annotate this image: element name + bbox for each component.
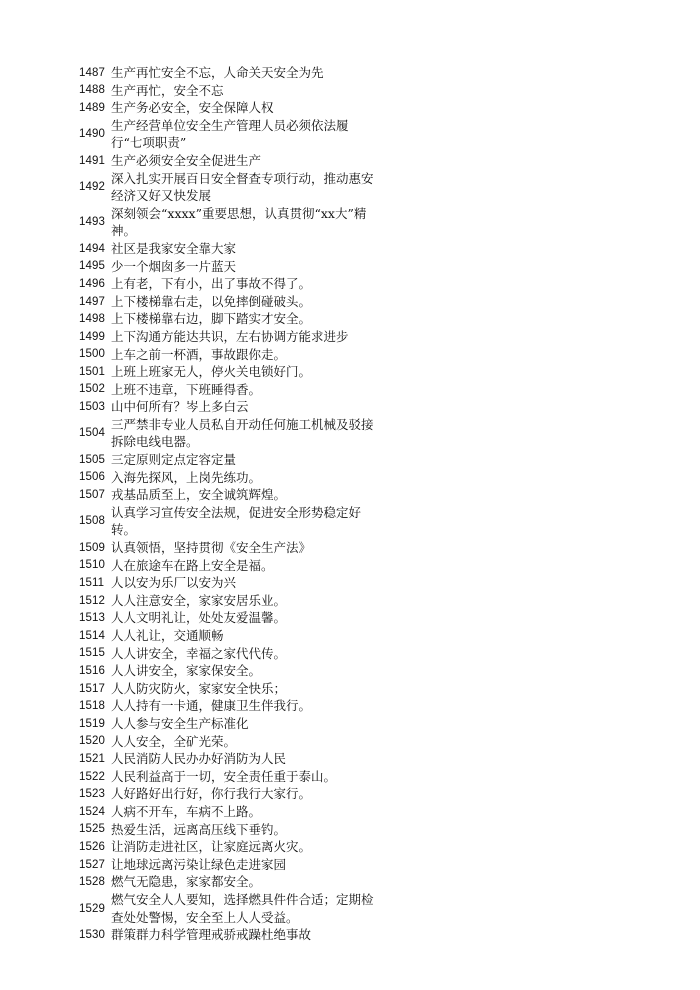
list-item (79, 293, 379, 311)
item-text: 人人文明礼让，处处友爱温馨。 (111, 610, 287, 626)
item-text: 深入扎实开展百日安全督查专项行动，推动惠安经济又好又快发展 (111, 170, 374, 204)
list-item (79, 398, 379, 416)
slogan-list (79, 64, 379, 944)
item-text: 少一个烟囱多一片蓝天 (111, 258, 237, 274)
item-number: 1489 (79, 101, 105, 114)
item-number: 1497 (79, 295, 105, 308)
list-item (79, 733, 379, 751)
item-number: 1529 (79, 902, 105, 915)
item-text: 人在旅途车在路上安全是福。 (111, 557, 274, 573)
list-item (79, 645, 379, 663)
item-text: 三严禁非专业人员私自开动任何施工机械及驳接拆除电线电器。 (111, 416, 374, 450)
item-number: 1522 (79, 770, 105, 783)
list-item (79, 891, 379, 926)
item-text: 人人防灾防火，家家安全快乐； (111, 680, 287, 696)
item-text: 让地球远离污染让绿色走进家园 (111, 856, 287, 872)
list-item (79, 82, 379, 100)
item-text: 认真领悟，坚持贯彻《安全生产法》 (111, 540, 312, 556)
item-number: 1487 (79, 66, 105, 79)
item-number: 1491 (79, 154, 105, 167)
item-number: 1512 (79, 594, 105, 607)
list-item (79, 99, 379, 117)
list-item (79, 574, 379, 592)
list-item (79, 117, 379, 152)
item-number: 1524 (79, 805, 105, 818)
item-text: 人病不开车，车病不上路。 (111, 803, 262, 819)
item-number: 1494 (79, 242, 105, 255)
list-item (79, 363, 379, 381)
item-number: 1504 (79, 427, 105, 440)
item-number: 1530 (79, 928, 105, 941)
item-text: 上班上班家无人，停火关电锁好门。 (111, 364, 312, 380)
list-item (79, 346, 379, 364)
item-text: 人人持有一卡通，健康卫生伴我行。 (111, 698, 312, 714)
item-number: 1526 (79, 840, 105, 853)
item-text: 人人礼让，交通顺畅 (111, 628, 224, 643)
item-number: 1521 (79, 752, 105, 765)
item-text: 人人参与安全生产标准化 (111, 715, 249, 731)
list-item (79, 64, 379, 82)
list-item (79, 821, 379, 839)
item-text: 人好路好出行好，你行我行大家行。 (111, 786, 312, 802)
item-number: 1514 (79, 629, 105, 642)
item-number: 1515 (79, 647, 105, 660)
item-text: 生产务必安全，安全保障人权 (111, 100, 274, 116)
list-item (79, 205, 379, 240)
item-number: 1516 (79, 664, 105, 677)
list-item (79, 609, 379, 627)
list-item (79, 170, 379, 205)
item-number: 1506 (79, 471, 105, 484)
list-item (79, 152, 379, 170)
list-item (79, 504, 379, 539)
item-text: 让消防走进社区，让家庭远离火灾。 (111, 839, 312, 855)
item-text: 上下沟通方能达共识，左右协调方能求进步 (111, 328, 349, 344)
list-item (79, 627, 379, 645)
item-text: 戎基品质至上，安全诚筑辉煌。 (111, 487, 287, 503)
item-text: 群策群力科学管理戒骄戒躁杜绝事故 (111, 927, 312, 943)
item-number: 1498 (79, 313, 105, 326)
item-text: 生产必须安全安全促进生产 (111, 152, 262, 168)
item-text: 人民利益高于一切，安全责任重于泰山。 (111, 768, 337, 784)
list-item (79, 680, 379, 698)
item-number: 1510 (79, 559, 105, 572)
item-number: 1508 (79, 515, 105, 528)
list-item (79, 451, 379, 469)
item-text: 三定原则定点定容定量 (111, 452, 237, 468)
item-text: 社区是我家安全靠大家 (111, 240, 237, 256)
list-item (79, 557, 379, 575)
list-item (79, 310, 379, 328)
item-text: 入海先探风，上岗先练功。 (111, 469, 262, 485)
list-item (79, 803, 379, 821)
item-number: 1527 (79, 858, 105, 871)
list-item (79, 697, 379, 715)
list-item (79, 258, 379, 276)
list-item (79, 240, 379, 258)
list-item (79, 469, 379, 487)
list-item (79, 328, 379, 346)
item-text: 人民消防人民办办好消防为人民 (111, 751, 287, 767)
list-item (79, 750, 379, 768)
item-number: 1495 (79, 260, 105, 273)
item-text: 上班不违章，下班睡得香。 (111, 381, 262, 397)
list-item (79, 838, 379, 856)
item-text: 认真学习宣传安全法规，促进安全形势稳定好转。 (111, 504, 362, 538)
item-text: 上有老，下有小，出了事故不得了。 (111, 276, 312, 292)
item-number: 1523 (79, 788, 105, 801)
item-number: 1490 (79, 128, 105, 141)
item-number: 1505 (79, 453, 105, 466)
list-item (79, 592, 379, 610)
list-item (79, 381, 379, 399)
item-number: 1520 (79, 735, 105, 748)
item-text: 人以安为乐厂以安为兴 (111, 575, 237, 591)
item-number: 1519 (79, 717, 105, 730)
item-text: 生产经营单位安全生产管理人员必须依法履行“七项职责” (111, 117, 349, 151)
item-number: 1518 (79, 700, 105, 713)
item-number: 1496 (79, 277, 105, 290)
item-text: 人人安全，全矿光荣。 (111, 733, 237, 749)
item-text: 人人讲安全，家家保安全。 (111, 663, 262, 679)
item-number: 1503 (79, 401, 105, 414)
item-text: 山中何所有？岑上多白云 (111, 399, 249, 415)
item-text: 热爱生活，远离高压线下垂钓。 (111, 821, 287, 837)
item-number: 1525 (79, 823, 105, 836)
item-number: 1517 (79, 682, 105, 695)
list-item (79, 873, 379, 891)
item-number: 1528 (79, 876, 105, 889)
list-item (79, 662, 379, 680)
item-text: 人人讲安全，幸福之家代代传。 (111, 645, 287, 661)
item-text: 深刻领会“xxxx”重要思想，认真贯彻“xx大”精神。 (111, 205, 367, 239)
item-number: 1502 (79, 383, 105, 396)
item-number: 1499 (79, 330, 105, 343)
list-item (79, 856, 379, 874)
item-number: 1507 (79, 489, 105, 502)
item-number: 1488 (79, 84, 105, 97)
item-number: 1492 (79, 181, 105, 194)
list-item (79, 926, 379, 944)
item-text: 上下楼梯靠右走，以免摔倒碰破头。 (111, 293, 312, 309)
list-item (79, 416, 379, 451)
item-number: 1501 (79, 365, 105, 378)
list-item (79, 539, 379, 557)
list-item (79, 715, 379, 733)
item-number: 1500 (79, 348, 105, 361)
item-number: 1511 (79, 577, 105, 590)
item-text: 燃气安全人人要知，选择燃具件件合适；定期检查处处警惕，安全至上人人受益。 (111, 891, 374, 925)
item-text: 燃气无隐患，家家都安全。 (111, 874, 262, 890)
list-item (79, 275, 379, 293)
item-number: 1493 (79, 216, 105, 229)
item-text: 上车之前一杯酒，事故跟你走。 (111, 346, 287, 362)
list-item (79, 486, 379, 504)
item-text: 生产再忙安全不忘，人命关天安全为先 (111, 65, 324, 80)
item-text: 人人注意安全，家家安居乐业。 (111, 592, 287, 608)
item-number: 1513 (79, 612, 105, 625)
item-text: 上下楼梯靠右边，脚下踏实才安全。 (111, 311, 312, 327)
list-item (79, 785, 379, 803)
list-item (79, 768, 379, 786)
item-number: 1509 (79, 541, 105, 554)
item-text: 生产再忙，安全不忘 (111, 82, 224, 98)
